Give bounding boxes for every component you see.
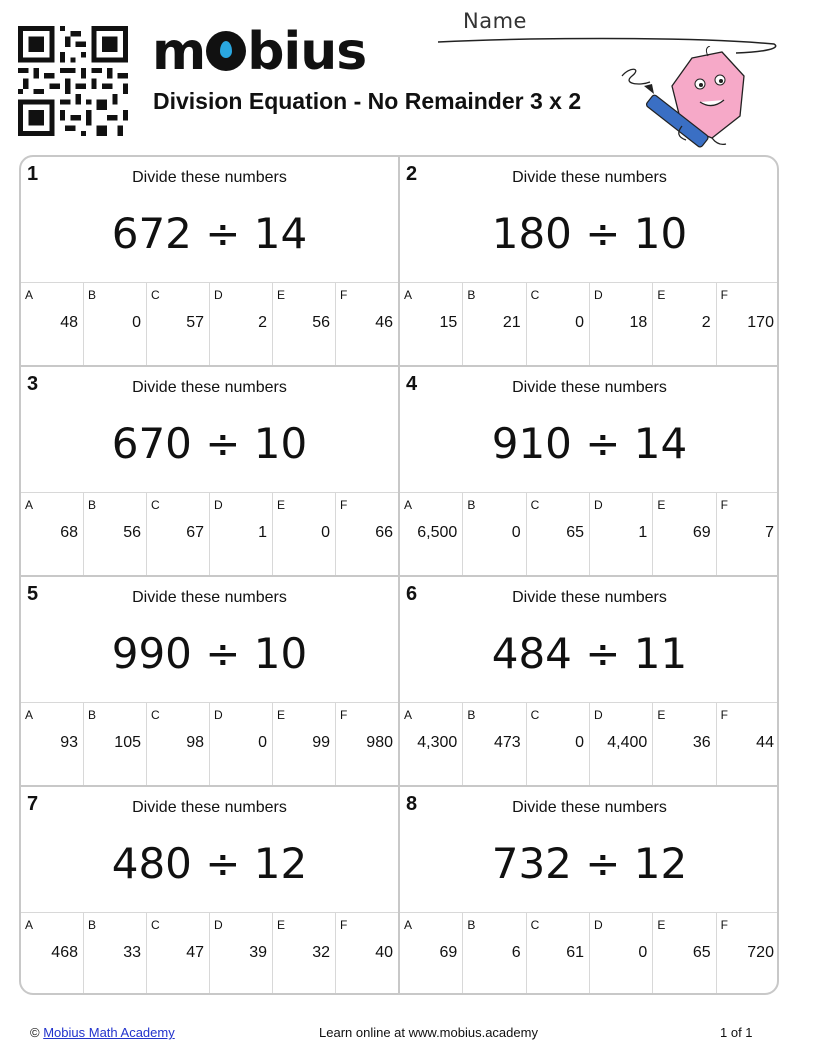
brand-logo: m bius: [152, 22, 367, 82]
answer-option[interactable]: [527, 283, 590, 365]
answer-letter: C: [151, 288, 160, 302]
answer-value: 69: [439, 944, 458, 961]
question-card: [21, 157, 400, 367]
footer-copyright: [30, 1025, 175, 1040]
answer-value: 15: [439, 314, 458, 331]
question-card: [21, 787, 400, 995]
answer-option[interactable]: [84, 703, 147, 785]
answer-value: 18: [629, 314, 648, 331]
answer-option[interactable]: [653, 283, 716, 365]
answer-letter: D: [593, 288, 603, 302]
answer-option[interactable]: [336, 493, 398, 575]
answer-option[interactable]: [147, 493, 210, 575]
answer-value: 21: [502, 314, 521, 331]
answer-option[interactable]: [463, 283, 526, 365]
answer-letter: B: [467, 288, 476, 302]
answer-value: 44: [756, 734, 774, 751]
answer-letter: C: [151, 708, 160, 722]
answer-value: 57: [186, 314, 204, 331]
footer-learn-online: Learn online at www.mobius.academy: [319, 1025, 538, 1040]
answer-letter: D: [214, 708, 223, 722]
answer-letter: F: [340, 498, 348, 512]
question-equation: 484 ÷ 11: [491, 629, 688, 678]
answer-value: 65: [566, 524, 584, 541]
answer-option[interactable]: [21, 283, 84, 365]
answer-value: 0: [132, 314, 141, 331]
answer-option[interactable]: [210, 283, 273, 365]
answer-value: 99: [312, 734, 330, 751]
answer-option[interactable]: [336, 913, 398, 995]
answer-option[interactable]: [590, 493, 653, 575]
answer-option[interactable]: [590, 703, 653, 785]
question-card: [21, 367, 400, 577]
answer-letter: D: [593, 498, 603, 512]
answer-letter: B: [88, 708, 97, 722]
answer-value: 170: [747, 314, 774, 331]
answer-value: 40: [375, 944, 393, 961]
answer-option[interactable]: [400, 283, 463, 365]
answer-option[interactable]: [210, 703, 273, 785]
answer-row: [400, 282, 779, 365]
answer-option[interactable]: [147, 913, 210, 995]
answer-option[interactable]: [84, 493, 147, 575]
question-equation: 670 ÷ 10: [111, 419, 308, 468]
question-number: 7: [27, 793, 39, 815]
answer-letter: C: [530, 918, 540, 932]
answer-value: 93: [60, 734, 78, 751]
answer-option[interactable]: [336, 283, 398, 365]
footer-link[interactable]: Mobius Math Academy: [43, 1025, 175, 1040]
question-number: 1: [27, 163, 39, 185]
answer-value: 4,300: [417, 734, 458, 751]
answer-value: 66: [375, 524, 393, 541]
answer-value: 0: [575, 734, 584, 751]
answer-letter: A: [404, 708, 413, 722]
answer-option[interactable]: [717, 283, 779, 365]
answer-value: 468: [51, 944, 78, 961]
question-equation: 732 ÷ 12: [491, 839, 688, 888]
answer-value: 1: [638, 524, 648, 541]
answer-letter: C: [151, 498, 160, 512]
answer-option[interactable]: [653, 703, 716, 785]
answer-option[interactable]: [717, 703, 779, 785]
answer-letter: F: [720, 288, 728, 302]
answer-letter: F: [720, 498, 728, 512]
answer-letter: F: [340, 918, 348, 932]
answer-value: 0: [511, 524, 521, 541]
answer-option[interactable]: [400, 703, 463, 785]
answer-letter: C: [530, 708, 540, 722]
answer-option[interactable]: [717, 913, 779, 995]
question-equation: 910 ÷ 14: [491, 419, 688, 468]
question-card: [400, 577, 779, 787]
answer-letter: B: [88, 498, 97, 512]
answer-value: 0: [258, 734, 267, 751]
answer-value: 32: [312, 944, 330, 961]
answer-option[interactable]: [653, 493, 716, 575]
answer-letter: B: [88, 288, 97, 302]
answer-value: 47: [186, 944, 204, 961]
answer-option[interactable]: [590, 283, 653, 365]
answer-letter: C: [530, 498, 540, 512]
answer-letter: A: [25, 918, 34, 932]
answer-option[interactable]: [273, 283, 336, 365]
footer-page-number: 1 of 1: [720, 1025, 753, 1040]
answer-row: [21, 492, 398, 575]
copyright-symbol: ©: [30, 1025, 40, 1040]
answer-option[interactable]: [210, 913, 273, 995]
question-equation: 672 ÷ 14: [111, 209, 308, 258]
answer-option[interactable]: [273, 493, 336, 575]
logo-drop-icon: [206, 31, 246, 71]
answer-letter: E: [277, 498, 286, 512]
question-instruction: Divide these numbers: [132, 169, 287, 186]
answer-value: 46: [375, 314, 393, 331]
question-instruction: Divide these numbers: [512, 799, 667, 816]
question-card: [400, 367, 779, 577]
answer-letter: A: [404, 288, 413, 302]
answer-option[interactable]: [21, 913, 84, 995]
answer-value: 1: [258, 524, 267, 541]
answer-letter: B: [88, 918, 97, 932]
answer-value: 61: [566, 944, 584, 961]
answer-row: [21, 282, 398, 365]
question-equation: 990 ÷ 10: [111, 629, 308, 678]
answer-letter: E: [657, 498, 666, 512]
answer-letter: F: [720, 918, 728, 932]
answer-option[interactable]: [400, 913, 463, 995]
answer-value: 36: [692, 734, 711, 751]
question-instruction: Divide these numbers: [512, 589, 667, 606]
question-number: 4: [406, 373, 418, 395]
answer-letter: E: [657, 708, 666, 722]
page-title: Division Equation - No Remainder 3 x 2: [153, 88, 582, 114]
question-instruction: Divide these numbers: [132, 799, 287, 816]
question-instruction: Divide these numbers: [132, 589, 287, 606]
answer-letter: D: [214, 498, 223, 512]
answer-letter: A: [404, 918, 413, 932]
answer-value: 6: [511, 944, 521, 961]
question-equation: 180 ÷ 10: [491, 209, 688, 258]
answer-option[interactable]: [147, 703, 210, 785]
answer-option[interactable]: [463, 703, 526, 785]
answer-value: 0: [321, 524, 330, 541]
answer-option[interactable]: [653, 913, 716, 995]
answer-value: 720: [747, 944, 774, 961]
answer-option[interactable]: [717, 493, 779, 575]
answer-option[interactable]: [273, 913, 336, 995]
answer-letter: F: [340, 288, 348, 302]
answer-option[interactable]: [84, 913, 147, 995]
question-card: [400, 157, 779, 367]
answer-letter: B: [467, 498, 476, 512]
answer-letter: A: [25, 498, 34, 512]
answer-option[interactable]: [527, 913, 590, 995]
answer-option[interactable]: [210, 493, 273, 575]
answer-value: 2: [701, 314, 711, 331]
answer-option[interactable]: [147, 283, 210, 365]
question-instruction: Divide these numbers: [512, 379, 667, 396]
answer-value: 33: [123, 944, 141, 961]
question-number: 8: [406, 793, 418, 815]
answer-value: 56: [123, 524, 141, 541]
question-number: 2: [406, 163, 418, 185]
answer-row: [21, 912, 398, 995]
answer-value: 65: [692, 944, 711, 961]
answer-row: [400, 492, 779, 575]
answer-value: 7: [765, 524, 774, 541]
answer-value: 48: [60, 314, 78, 331]
answer-letter: C: [151, 918, 160, 932]
answer-value: 473: [493, 734, 521, 751]
answer-row: [21, 702, 398, 785]
name-label: Name: [463, 9, 527, 33]
answer-value: 4,400: [607, 734, 648, 751]
answer-value: 105: [114, 734, 141, 751]
answer-letter: E: [277, 288, 286, 302]
answer-value: 68: [60, 524, 78, 541]
answer-letter: D: [593, 708, 603, 722]
qr-code-icon: [18, 26, 128, 136]
answer-value: 0: [575, 314, 584, 331]
answer-letter: B: [467, 918, 476, 932]
question-number: 3: [27, 373, 39, 395]
answer-letter: A: [25, 288, 34, 302]
answer-row: [400, 702, 779, 785]
answer-letter: C: [530, 288, 540, 302]
answer-value: 39: [249, 944, 267, 961]
answer-option[interactable]: [21, 493, 84, 575]
answer-letter: E: [657, 918, 666, 932]
answer-letter: E: [277, 708, 286, 722]
question-number: 6: [406, 583, 418, 605]
question-card: [400, 787, 779, 995]
answer-value: 0: [638, 944, 648, 961]
answer-option[interactable]: [527, 703, 590, 785]
answer-letter: E: [657, 288, 666, 302]
answer-value: 980: [366, 734, 393, 751]
answer-value: 98: [186, 734, 204, 751]
answer-option[interactable]: [400, 493, 463, 575]
question-instruction: Divide these numbers: [132, 379, 287, 396]
answer-option[interactable]: [463, 493, 526, 575]
answer-value: 6,500: [417, 524, 458, 541]
answer-letter: A: [404, 498, 413, 512]
answer-value: 56: [312, 314, 330, 331]
mascot-icon: [612, 46, 752, 156]
answer-letter: D: [214, 918, 223, 932]
answer-option[interactable]: [527, 493, 590, 575]
question-card: [21, 577, 400, 787]
answer-letter: F: [720, 708, 728, 722]
answer-option[interactable]: [84, 283, 147, 365]
answer-row: [400, 912, 779, 995]
answer-value: 2: [258, 314, 267, 331]
answer-letter: D: [214, 288, 223, 302]
answer-option[interactable]: [21, 703, 84, 785]
answer-option[interactable]: [273, 703, 336, 785]
question-instruction: Divide these numbers: [512, 169, 667, 186]
answer-letter: B: [467, 708, 476, 722]
question-number: 5: [27, 583, 39, 605]
answer-letter: D: [593, 918, 603, 932]
answer-value: 67: [186, 524, 204, 541]
answer-option[interactable]: [590, 913, 653, 995]
answer-letter: A: [25, 708, 34, 722]
answer-option[interactable]: [463, 913, 526, 995]
answer-value: 69: [692, 524, 711, 541]
answer-letter: F: [340, 708, 348, 722]
question-grid: [19, 155, 779, 995]
question-equation: 480 ÷ 12: [111, 839, 308, 888]
answer-option[interactable]: [336, 703, 398, 785]
answer-letter: E: [277, 918, 286, 932]
